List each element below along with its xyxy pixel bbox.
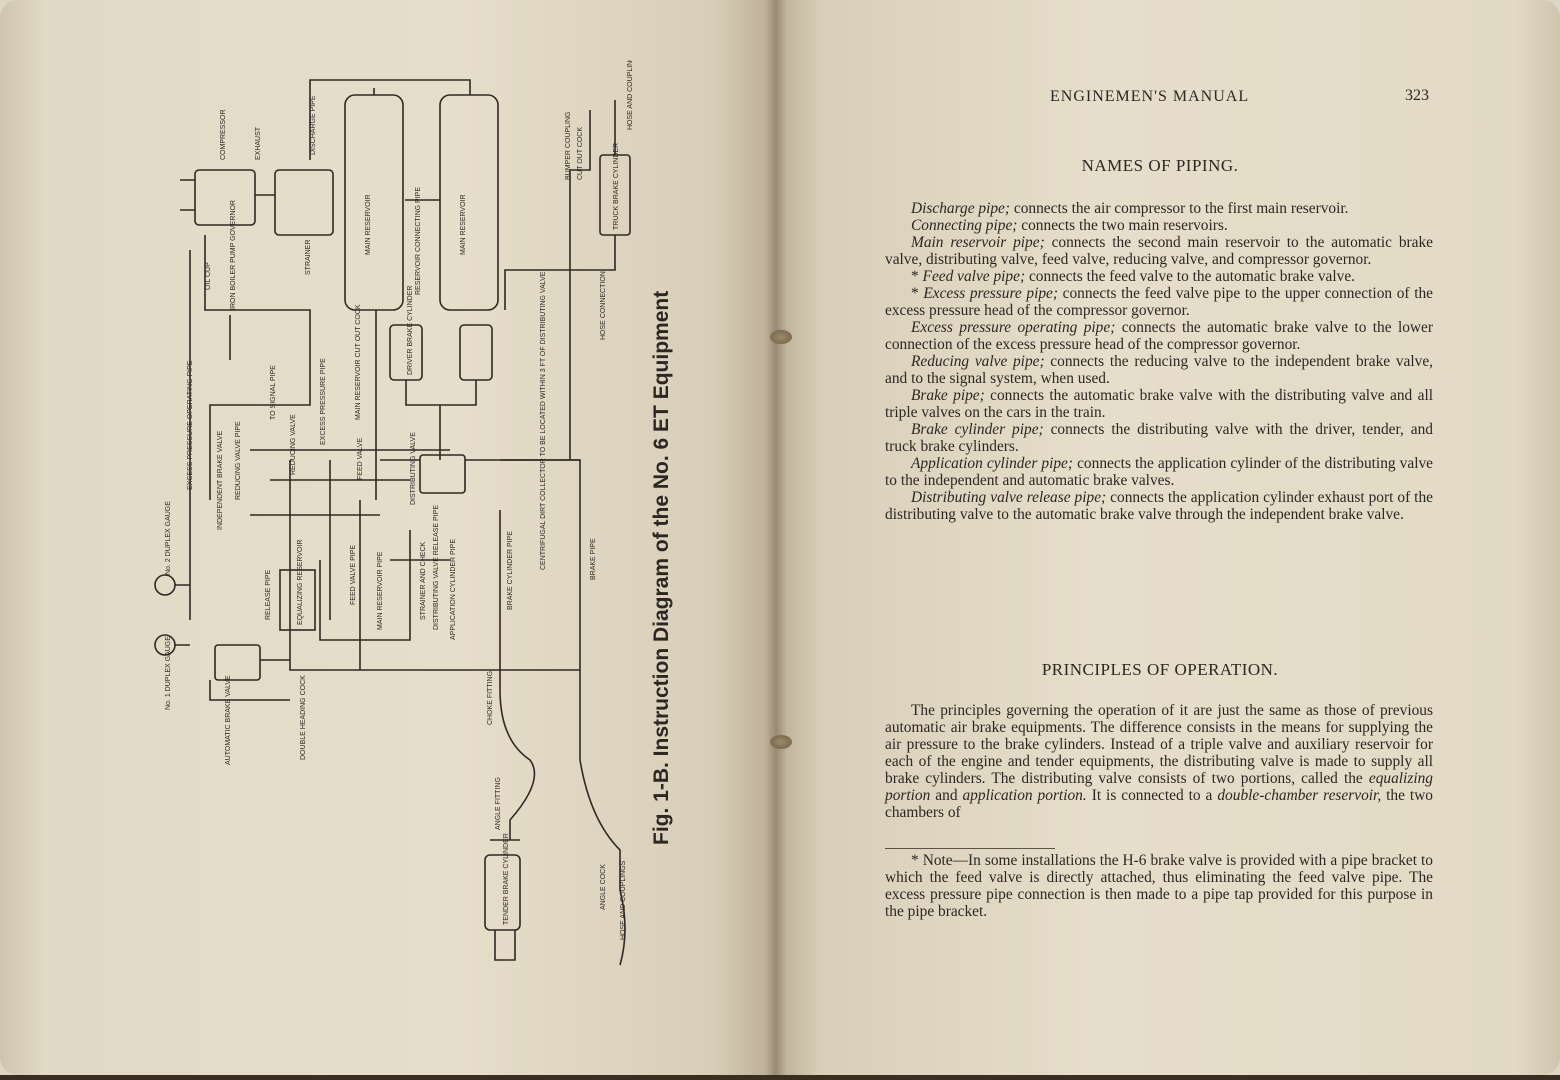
principles-paragraph: The principles governing the operation of it are just the same as those of previous automatic air brake equipments. The difference consists in the means for supplying the air pressure to the brake cylinders. Instead of a triple valve and auxiliary reservoir for each of the engine and tender equipments, the distributing valve is made to supply all brake cylinders. The distributing valve consists of two portions, called the equalizing portion and application portion. It is connected to a double-chamber reservoir, the two chambers of (885, 702, 1433, 821)
label-main-reservoir-1: MAIN RESERVOIR (365, 194, 372, 255)
driver-brake-cylinder-1 (390, 325, 422, 380)
def-feed-valve: * Feed valve pipe; connects the feed valve to the automatic brake valve. (911, 268, 1355, 285)
label-double-heading-cock: DOUBLE HEADING COCK (300, 675, 307, 760)
label-iron-boiler-pump-governor: IRON BOILER PUMP GOVERNOR (230, 200, 237, 310)
left-page (0, 0, 775, 1075)
compressor (195, 170, 255, 225)
label-main-reservoir-pipe: MAIN RESERVOIR PIPE (377, 551, 384, 630)
label-duplex-gauge-2: No. 2 DUPLEX GAUGE (165, 501, 172, 575)
automatic-brake-valve (215, 645, 260, 680)
label-strainer-and-check: STRAINER AND CHECK (420, 541, 427, 620)
label-strainer: STRAINER (305, 239, 312, 275)
def-distributing-valve-release: Distributing valve release pipe; connects the application cylinder exhaust port of the distributing valve to the automatic brake valve through the independent brake valve. (885, 489, 1433, 523)
def-application-cylinder: Application cylinder pipe; connects the application cylinder of the distributing valve to the independent and automatic brake valves. (885, 455, 1433, 489)
figure-caption-area (628, 0, 708, 1075)
footnote: * Note—In some installations the H-6 brake valve is provided with a pipe bracket to which the feed valve is directly attached, thus eliminating the feed valve pipe. The excess pressure pipe connection is then made to a pipe tap provided for this purpose in the pipe bracket. (885, 852, 1433, 920)
label-automatic-brake-valve: AUTOMATIC BRAKE VALVE (225, 675, 232, 765)
label-oil-cup: OIL CUP (205, 262, 212, 290)
label-cut-out-cock: CUT OUT COCK (577, 126, 584, 180)
label-distributing-valve: DISTRIBUTING VALVE (410, 432, 417, 505)
section-title-piping: NAMES OF PIPING. (1081, 156, 1239, 175)
label-brake-pipe: BRAKE PIPE (590, 538, 597, 580)
piping-definitions (885, 200, 1433, 523)
label-choke-fitting: CHOKE FITTING (487, 670, 494, 725)
page-number: 323 (1405, 87, 1429, 104)
def-brake-cylinder: Brake cylinder pipe; connects the distributing valve with the driver, tender, and truck brake cylinders. (885, 421, 1433, 455)
label-reducing-valve: REDUCING VALVE (290, 414, 297, 475)
staple-1 (770, 330, 792, 344)
running-head: ENGINEMEN'S MANUAL (1050, 88, 1250, 105)
label-to-signal-pipe: TO SIGNAL PIPE (270, 365, 277, 420)
label-exhaust: EXHAUST (255, 126, 262, 160)
label-brake-cylinder-pipe: BRAKE CYLINDER PIPE (507, 531, 514, 610)
label-main-reservoir-cut-out-cock: MAIN RESERVOIR CUT OUT COCK (355, 304, 362, 420)
figure-caption: Fig. 1-B. Instruction Diagram of the No. 6 ET Equipment (650, 290, 673, 845)
label-main-reservoir-2: MAIN RESERVOIR (460, 194, 467, 255)
section-title-principles: PRINCIPLES OF OPERATION. (1041, 660, 1279, 679)
label-application-cylinder-pipe: APPLICATION CYLINDER PIPE (450, 538, 457, 640)
distributing-valve (420, 455, 465, 493)
label-centrifugal-dirt-collector: CENTRIFUGAL DIRT COLLECTOR TO BE LOCATED WITHIN 3 FT OF DISTRIBUTING VALVE (540, 271, 547, 570)
label-angle-fitting: ANGLE FITTING (495, 777, 502, 830)
label-independent-brake-valve: INDEPENDENT BRAKE VALVE (217, 430, 224, 530)
label-driver-brake-cylinder: DRIVER BRAKE CYLINDER (407, 285, 414, 375)
label-bumper-coupling: BUMPER COUPLING (565, 111, 572, 180)
label-reservoir-connecting-pipe: RESERVOIR CONNECTING PIPE (415, 186, 422, 295)
main-reservoir-1 (345, 95, 403, 310)
label-tender-brake-cylinder: TENDER BRAKE CYLINDER (503, 833, 510, 925)
piping-diagram (150, 60, 680, 1000)
label-feed-valve-pipe: FEED VALVE PIPE (350, 544, 357, 605)
label-duplex-gauge-1: No. 1 DUPLEX GAUGE (165, 636, 172, 710)
label-excess-pressure-operating-pipe: EXCESS PRESSURE OPERATING PIPE (187, 360, 194, 490)
driver-brake-cylinder-2 (460, 325, 492, 380)
label-hose-and-coupling: HOSE AND COUPLING (627, 60, 634, 130)
label-discharge-pipe: DISCHARGE PIPE (310, 95, 317, 155)
label-distributing-valve-release-pipe: DISTRIBUTING VALVE RELEASE PIPE (433, 505, 440, 630)
book-gutter (765, 0, 787, 1075)
label-feed-valve: FEED VALVE (357, 437, 364, 480)
main-reservoir-2 (440, 95, 498, 310)
def-reducing-valve: Reducing valve pipe; connects the reducing valve to the independent brake valve, and to the signal system, when used. (885, 353, 1434, 387)
def-brake-pipe: Brake pipe; connects the automatic brake valve with the distributing valve and all triple valves on the cars in the train. (885, 387, 1433, 421)
compressor-cylinder (275, 170, 333, 235)
staple-2 (770, 735, 792, 749)
label-reducing-valve-pipe: REDUCING VALVE PIPE (235, 421, 242, 500)
def-excess-pressure-operating: Excess pressure operating pipe; connects the automatic brake valve to the lower connection of the excess pressure head of the compressor governor. (885, 319, 1433, 353)
label-hose-and-couplings: HOSE AND COUPLINGS (620, 860, 627, 940)
duplex-gauge-2 (155, 575, 175, 595)
label-hose-connection: HOSE CONNECTION (600, 271, 607, 340)
footnote-rule (885, 848, 1055, 849)
label-release-pipe: RELEASE PIPE (265, 569, 272, 620)
def-excess-pressure: * Excess pressure pipe; connects the feed valve pipe to the upper connection of the excess pressure head of the compressor governor. (885, 285, 1433, 319)
label-truck-brake-cylinder: TRUCK BRAKE CYLINDER (613, 142, 620, 230)
def-main-reservoir: Main reservoir pipe; connects the second main reservoir to the automatic brake valve, distributing valve, feed valve, reducing valve, and compressor governor. (885, 234, 1433, 268)
def-discharge: Discharge pipe; connects the air compressor to the first main reservoir. (911, 200, 1349, 217)
label-equalizing-reservoir: EQUALIZING RESERVOIR (297, 539, 304, 625)
def-connecting: Connecting pipe; connects the two main reservoirs. (911, 217, 1228, 234)
label-compressor: COMPRESSOR (220, 109, 227, 160)
label-excess-pressure-pipe: EXCESS PRESSURE PIPE (320, 358, 327, 445)
label-angle-cock: ANGLE COCK (600, 864, 607, 910)
